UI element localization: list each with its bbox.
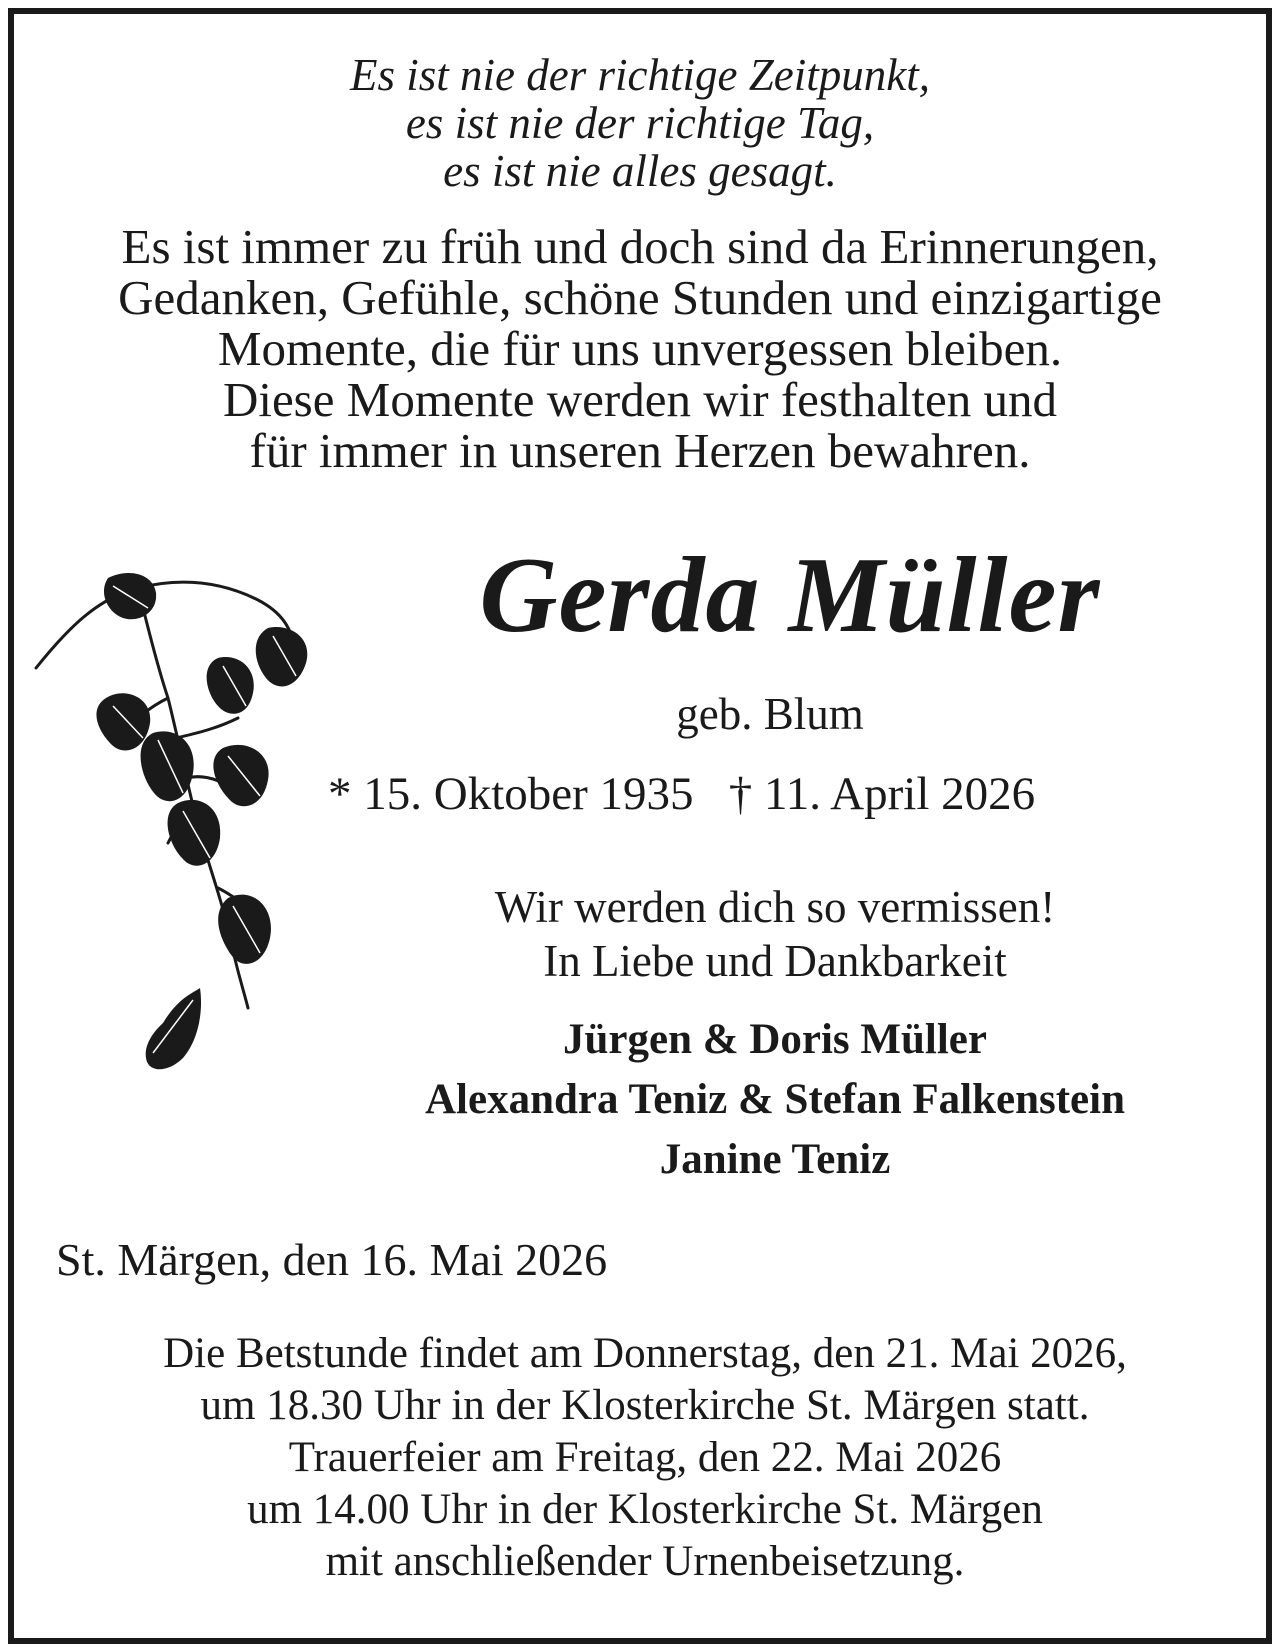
intro-line-5: für immer in unseren Herzen bewahren.: [249, 423, 1031, 478]
service-line-3: Trauerfeier am Freitag, den 22. Mai 2026: [288, 1434, 1002, 1481]
quote-line-2: es ist nie der richtige Tag,: [405, 98, 875, 148]
intro-line-4: Diese Momente werden wir festhalten und: [222, 372, 1058, 427]
service-line-5: mit anschließender Urnenbeisetzung.: [325, 1538, 965, 1585]
quote-line-3: es ist nie alles gesagt.: [443, 146, 837, 196]
intro-line-2: Gedanken, Gefühle, schöne Stunden und einzigartige: [118, 270, 1162, 325]
life-dates: * 15. Oktober 1935 † 11. April 2026: [328, 768, 1036, 820]
service-line-1: Die Betstunde findet am Donnerstag, den 21. Mai 2026,: [163, 1330, 1127, 1377]
mourner-2: Alexandra Teniz & Stefan Falkenstein: [425, 1076, 1125, 1123]
service-line-4: um 14.00 Uhr in der Klosterkirche St. Märgen: [247, 1486, 1043, 1533]
intro-line-3: Momente, die für uns unvergessen bleiben.: [217, 321, 1063, 376]
farewell-line-1: Wir werden dich so vermissen!: [494, 882, 1056, 932]
quote-line-1: Es ist nie der richtige Zeitpunkt,: [350, 50, 930, 100]
mourner-1: Jürgen & Doris Müller: [563, 1016, 987, 1063]
mourner-3: Janine Teniz: [659, 1136, 891, 1183]
deceased-name: Gerda Müller: [479, 536, 1101, 655]
birch-branch-icon: [28, 568, 328, 1158]
intro-line-1: Es ist immer zu früh und doch sind da Erinnerungen,: [121, 219, 1159, 274]
farewell-line-2: In Liebe und Dankbarkeit: [543, 936, 1007, 986]
place-date: St. Märgen, den 16. Mai 2026: [56, 1234, 608, 1285]
maiden-name: geb. Blum: [676, 689, 864, 739]
service-line-2: um 18.30 Uhr in der Klosterkirche St. Märgen statt.: [200, 1382, 1090, 1429]
